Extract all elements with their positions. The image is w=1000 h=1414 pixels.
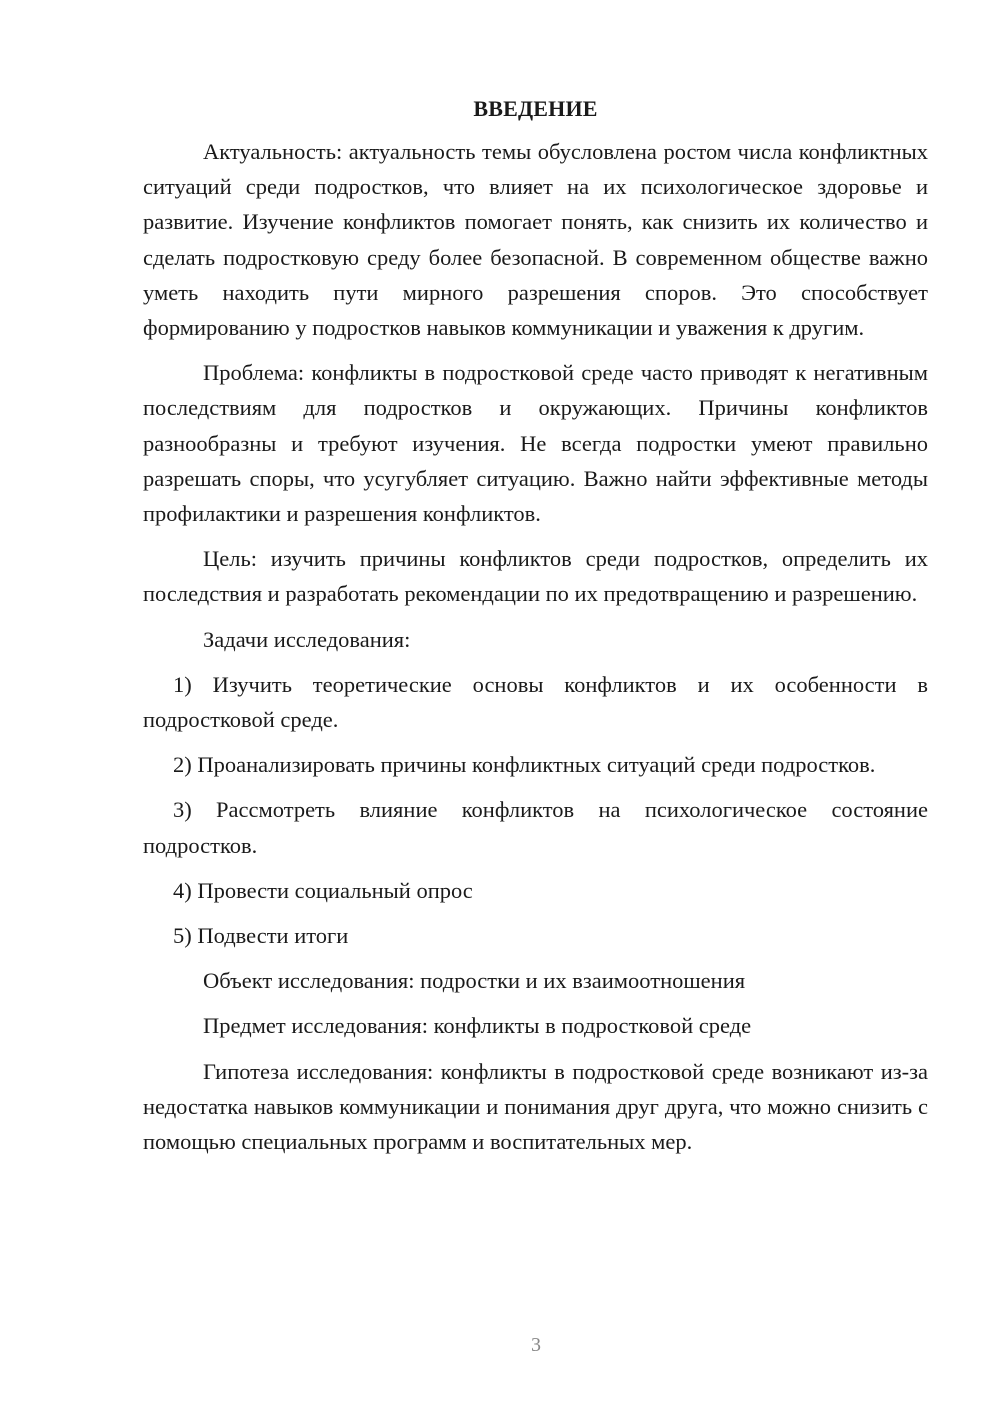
hypothesis-paragraph: Гипотеза исследования: конфликты в подростковой среде возникают из-за недостатка навыков коммуникации и понимания друг друга, что можно снизить с помощью специальных программ и воспитательных мер. xyxy=(143,1058,928,1155)
task-item-2: 2) Проанализировать причины конфликтных ситуаций среди подростков. xyxy=(173,752,876,778)
page-number: 3 xyxy=(531,1334,541,1356)
goal-paragraph: Цель: изучить причины конфликтов среди подростков, определить их последствия и разработать рекомендации по их предотвращению и разрешению. xyxy=(143,546,928,607)
task-item-3: 3) Рассмотреть влияние конфликтов на психологическое состояние подростков. xyxy=(143,797,928,858)
object-paragraph: Объект исследования: подростки и их взаимоотношения xyxy=(203,968,746,994)
task-item-1: 1) Изучить теоретические основы конфликтов и их особенности в подростковой среде. xyxy=(143,671,928,733)
task-item-5: 5) Подвести итоги xyxy=(173,923,349,949)
subject-paragraph: Предмет исследования: конфликты в подростковой среде xyxy=(203,1013,752,1039)
section-title: ВВЕДЕНИЕ xyxy=(473,96,598,121)
tasks-heading: Задачи исследования: xyxy=(203,626,411,652)
relevance-paragraph: Актуальность: актуальность темы обусловлена ростом числа конфликтных ситуаций среди подростков, что влияет на их психологическое здоровье и развитие. Изучение конфликтов помогает понять, как снизить их количество и сделать подростковую среду более безопасной. В современном обществе важно уметь находить пути мирного разрешения споров. Это способствует формированию у подростков навыков коммуникации и уважения к другим. xyxy=(143,139,928,341)
document-page xyxy=(143,92,928,1159)
task-item-4: 4) Провести социальный опрос xyxy=(173,877,473,903)
problem-paragraph: Проблема: конфликты в подростковой среде часто приводят к негативным последствиям для подростков и окружающих. Причины конфликтов разнообразны и требуют изучения. Не всегда подростки умеют правильно разрешать споры, что усугубляет ситуацию. Важно найти эффективные методы профилактики и разрешения конфликтов. xyxy=(143,360,928,527)
